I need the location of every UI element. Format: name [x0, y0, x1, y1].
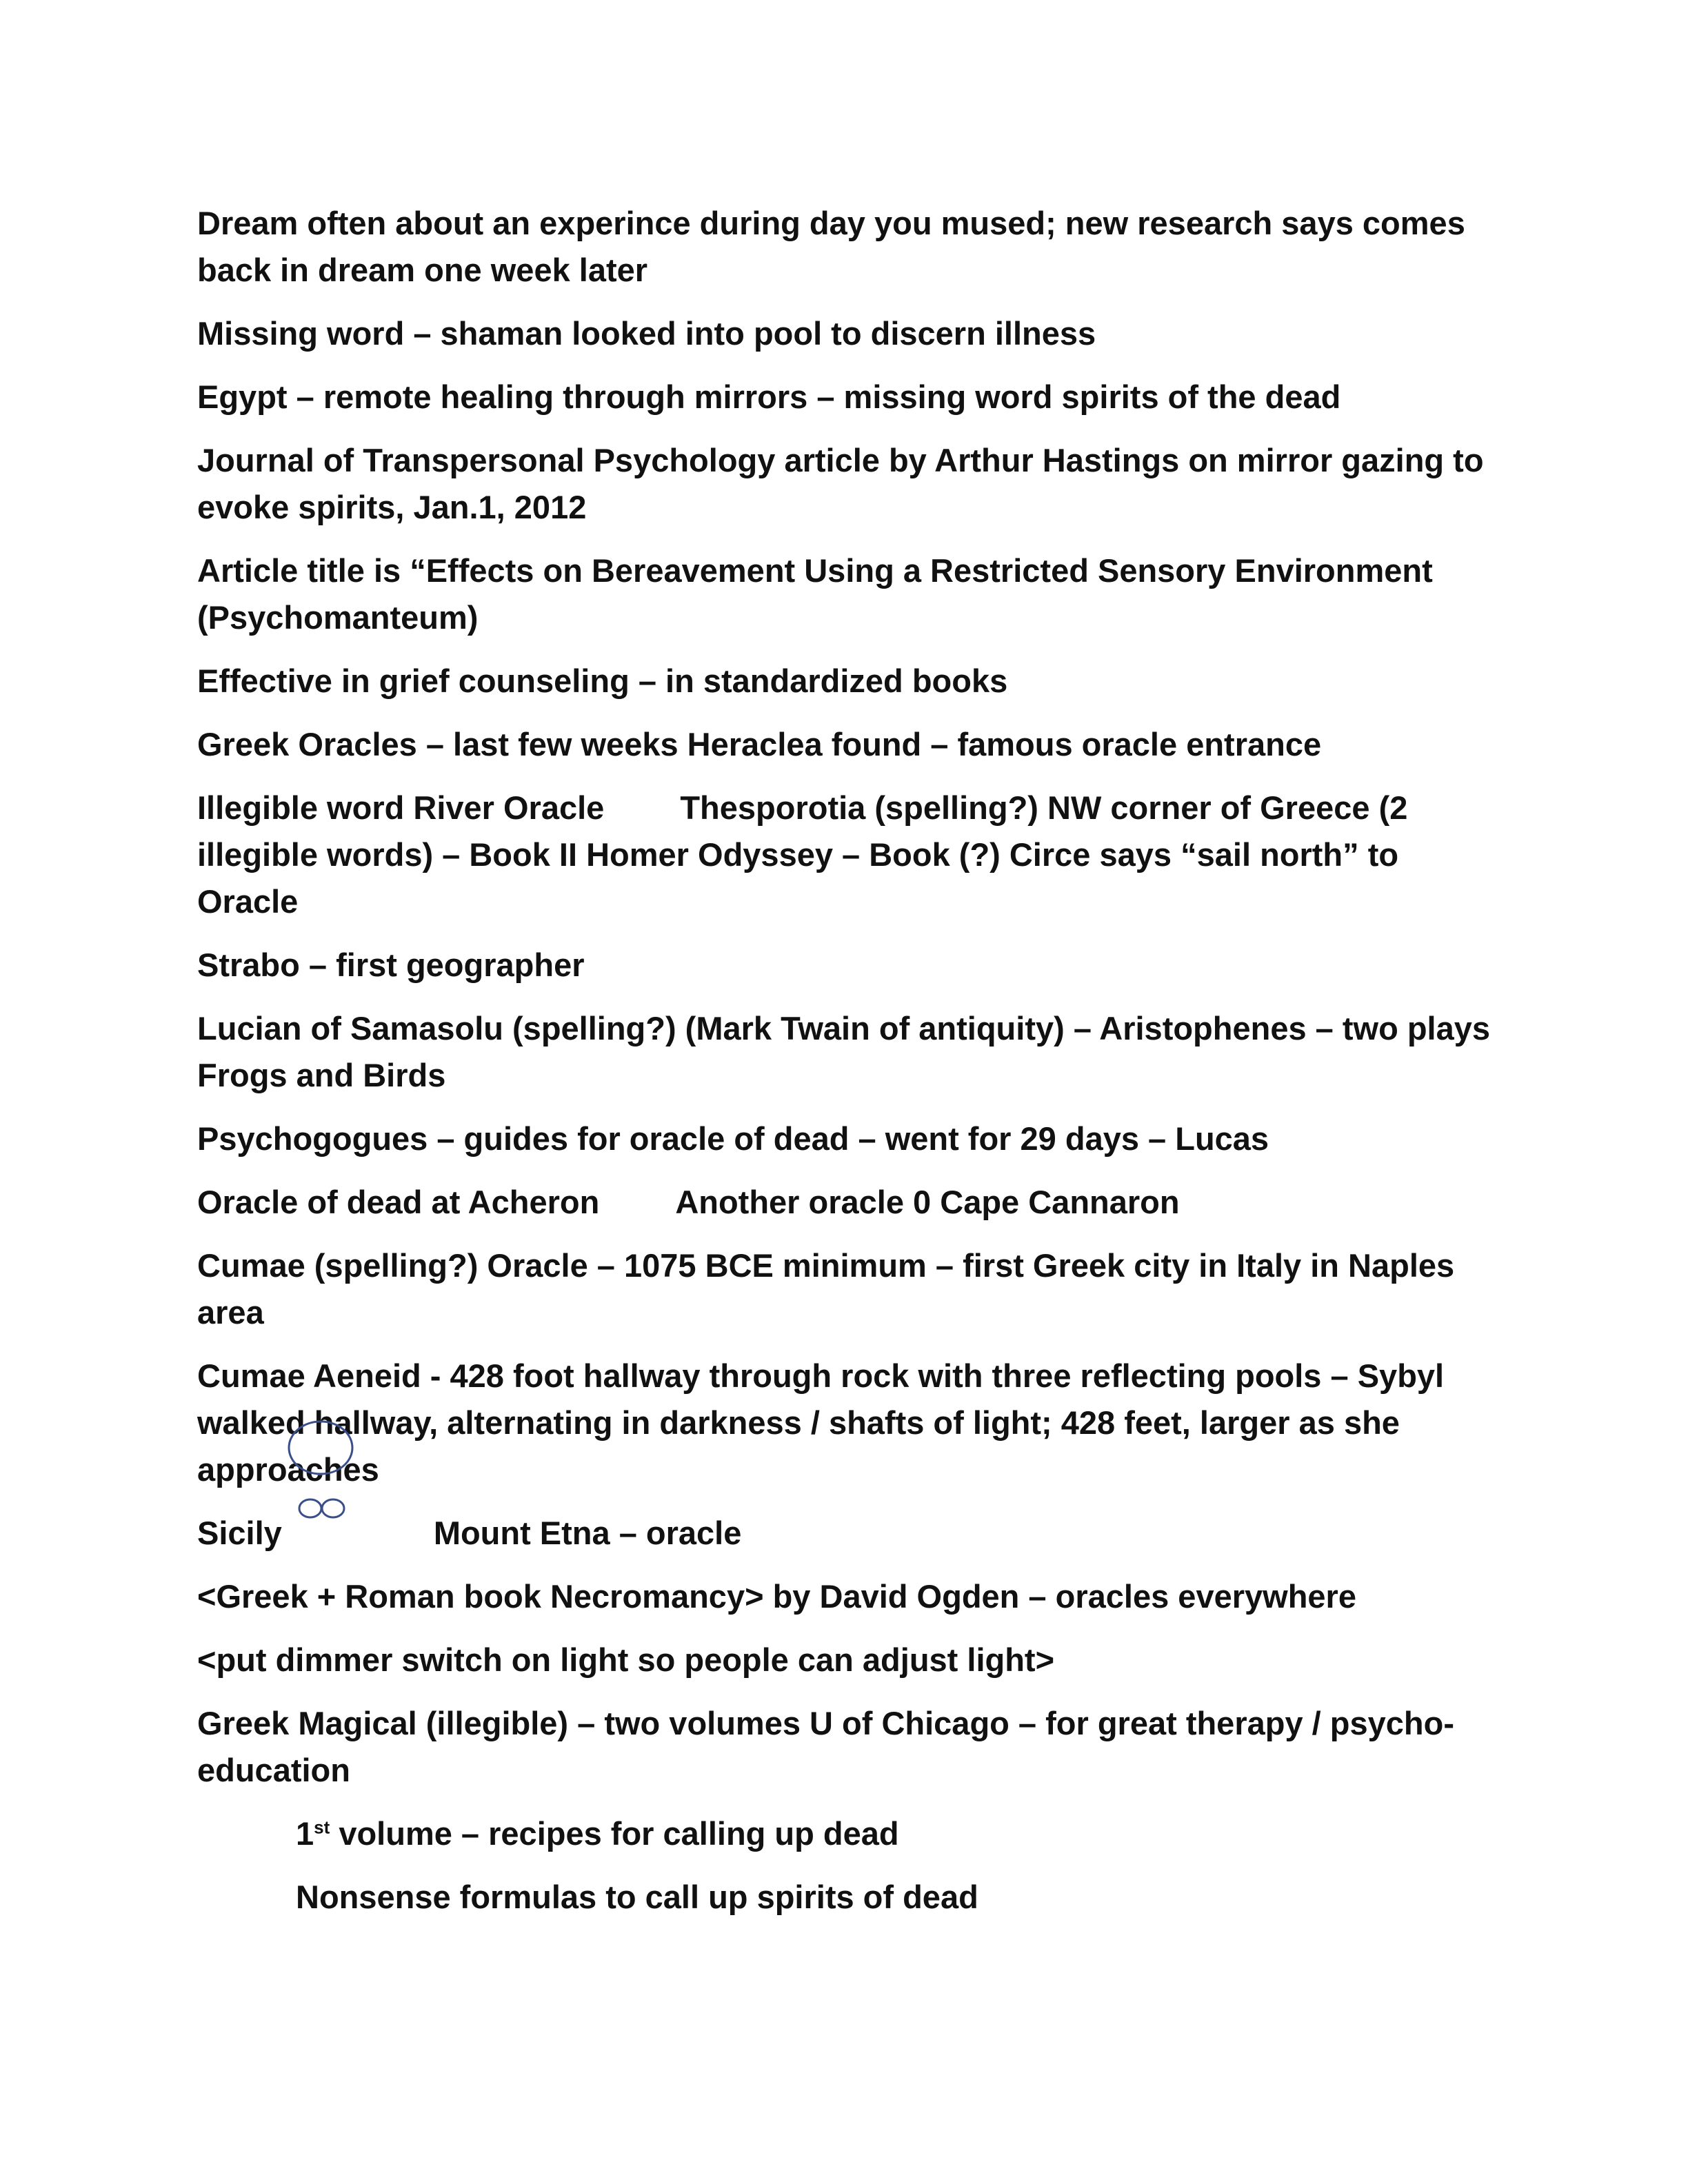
- note-paragraph: [197, 1510, 1507, 1557]
- note-paragraph: [197, 658, 1507, 705]
- note-paragraph-indented: [197, 1810, 1507, 1857]
- note-text: Illegible word River Oracle: [197, 789, 605, 826]
- note-text: 1: [296, 1815, 314, 1852]
- note-paragraph: [197, 310, 1507, 357]
- note-paragraph: [197, 1353, 1507, 1493]
- note-text: Sicily: [197, 1515, 282, 1551]
- note-paragraph: [197, 1700, 1507, 1794]
- note-text: <put dimmer switch on light so people can adjust light>: [197, 1641, 1055, 1678]
- note-paragraph: [197, 374, 1507, 421]
- note-text: Psychogogues – guides for oracle of dead – went for 29 days – Lucas: [197, 1120, 1269, 1157]
- ordinal-suffix: st: [314, 1817, 330, 1838]
- notes-body: [197, 200, 1507, 1937]
- note-paragraph: [197, 1005, 1507, 1099]
- note-paragraph: [197, 942, 1507, 989]
- note-text: Strabo – first geographer: [197, 947, 585, 983]
- note-text: Mount Etna – oracle: [433, 1515, 742, 1551]
- note-paragraph: [197, 1242, 1507, 1336]
- note-text: Cumae Aeneid - 428 foot hallway through rock with three reflecting pools – Sybyl walked hallway, alternating in darkness / shafts of light; 428 feet, larger as she approaches: [197, 1357, 1445, 1488]
- note-paragraph: [197, 1573, 1507, 1620]
- note-text: Greek Magical (illegible) – two volumes U of Chicago – for great therapy / psycho-education: [197, 1705, 1454, 1788]
- note-paragraph-indented: [197, 1874, 1507, 1921]
- note-text: Greek Oracles – last few weeks Heraclea found – famous oracle entrance: [197, 726, 1322, 762]
- note-paragraph: [197, 1637, 1507, 1684]
- note-paragraph: [197, 437, 1507, 531]
- note-paragraph: [197, 200, 1507, 294]
- note-text: Egypt – remote healing through mirrors – missing word spirits of the dead: [197, 378, 1341, 415]
- note-paragraph: [197, 1179, 1507, 1226]
- note-text: Cumae (spelling?) Oracle – 1075 BCE minimum – first Greek city in Italy in Naples area: [197, 1247, 1455, 1331]
- note-text: volume – recipes for calling up dead: [330, 1815, 899, 1852]
- note-text: Oracle of dead at Acheron: [197, 1184, 600, 1220]
- note-text: Effective in grief counseling – in standardized books: [197, 663, 1008, 699]
- note-text: Journal of Transpersonal Psychology article by Arthur Hastings on mirror gazing to evoke spirits, Jan.1, 2012: [197, 442, 1484, 525]
- note-text: Thesporotia (spelling?) NW corner of Greece (2 illegible words) – Book II Homer Odyssey – Book (?) Circe says “sail north” to Oracle: [197, 789, 1408, 920]
- note-text: Nonsense formulas to call up spirits of dead: [296, 1879, 978, 1915]
- note-text: Article title is “Effects on Bereavement Using a Restricted Sensory Environment (Psychomanteum): [197, 552, 1433, 636]
- note-paragraph: [197, 1115, 1507, 1162]
- note-paragraph: [197, 785, 1507, 925]
- note-text: Dream often about an experince during day you mused; new research says comes back in dream one week later: [197, 205, 1465, 288]
- note-text: Missing word – shaman looked into pool to discern illness: [197, 315, 1096, 352]
- note-text: <Greek + Roman book Necromancy> by David Ogden – oracles everywhere: [197, 1578, 1356, 1615]
- note-paragraph: [197, 721, 1507, 768]
- note-text: Another oracle 0 Cape Cannaron: [675, 1184, 1180, 1220]
- note-paragraph: [197, 547, 1507, 641]
- note-text: Lucian of Samasolu (spelling?) (Mark Twain of antiquity) – Aristophenes – two plays Frogs and Birds: [197, 1010, 1491, 1093]
